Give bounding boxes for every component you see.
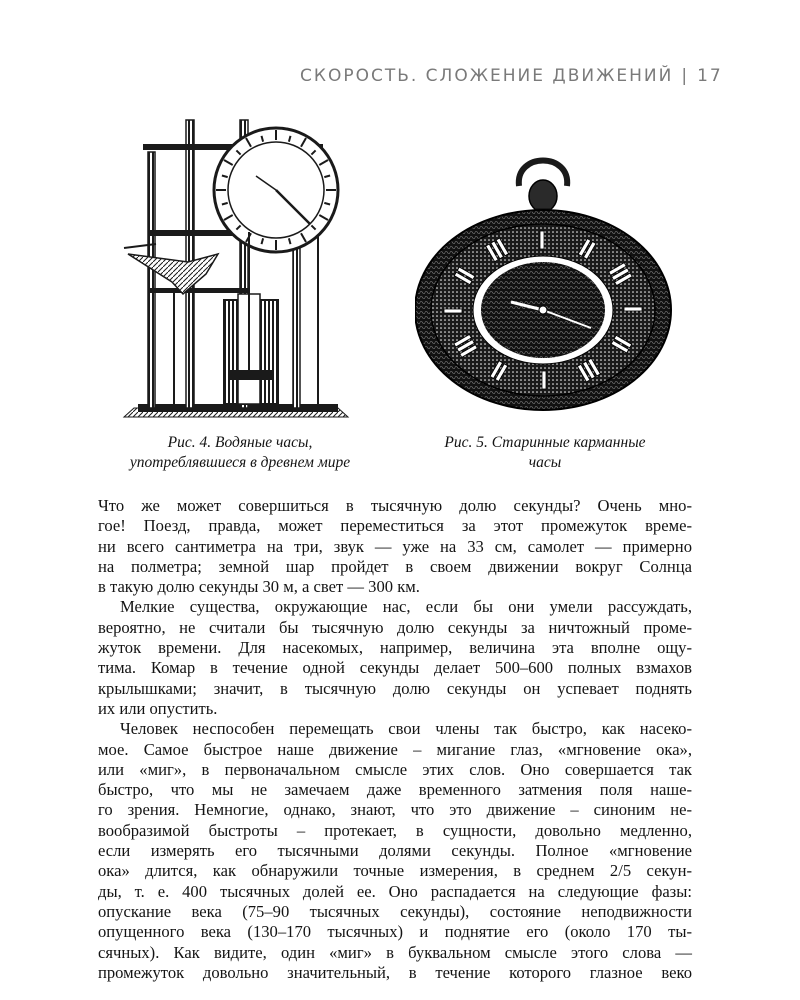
figure-4-caption (92, 433, 388, 473)
figure-5-caption (415, 433, 675, 473)
text-line: мое. Самое быстрое наше движение – мигание глаз, «мгновение ока», (98, 739, 692, 759)
caption-line: Рис. 4. Водяные часы, (167, 434, 313, 451)
text-line: или «миг», в первоначальном смысле этих слов. Оно совершается так (98, 759, 692, 779)
text-line: на полметра; земной шар пройдет в своем движении вокруг Солнца (98, 556, 692, 576)
watch-hour-marker (444, 309, 462, 313)
running-header-title: СКОРОСТЬ. СЛОЖЕНИЕ ДВИЖЕНИЙ (300, 66, 674, 86)
text-line: сячных). Как видите, один «миг» в буквальном смысле этого слова — (98, 942, 692, 962)
text-line: опускание века (75–90 тысячных секунды), состояние неподвижности (98, 901, 692, 921)
text-line: тима. Комар в течение одной секунды делает 500–600 полных взмахов (98, 658, 692, 678)
caption-line: употреблявшиеся в древнем мире (129, 454, 351, 471)
text-line: вероятно, не считали бы тысячную долю секунды за ничтожный проме- (98, 617, 692, 637)
text-line: крылышками; значит, в тысячную долю секунды он успевает поднять (98, 678, 692, 698)
text-line: ни всего сантиметра на три, звук — уже на 33 см, самолет — примерно (98, 536, 692, 556)
text-line: быстро, что мы не замечаем даже временного затмения поля наше- (98, 780, 692, 800)
text-line: ока» длится, как обнаружили точные измерения, в среднем 2/5 секун- (98, 861, 692, 881)
text-line: жуток времени. Для насекомых, например, величина эта вполне ощу- (98, 638, 692, 658)
running-header-separator: | (681, 66, 690, 86)
text-line: если измерять его тысячными долями секунды. Полное «мгновение (98, 841, 692, 861)
text-line: Человек неспособен перемещать свои члены так быстро, как насеко- (120, 719, 692, 739)
text-line: Что же может совершиться в тысячную долю секунды? Очень мно- (98, 496, 692, 515)
text-line: промежуток довольно значительный, в течение которого глазное веко (98, 962, 692, 982)
watch-hour-marker (624, 307, 642, 311)
text-line: опущенного века (130–170 тысячных) и поднятие его (около 170 ты- (98, 922, 692, 942)
text-line: ды, т. е. 400 тысячных долей ее. Оно распадается на следующие фазы: (98, 881, 692, 901)
pocket-watch-illustration (415, 150, 675, 420)
text-line: го зрения. Немногие, однако, знают, что это движение – синоним не- (98, 800, 692, 820)
caption-line: Рис. 5. Старинные карманные (444, 434, 646, 451)
text-line: вообразимой быстроты – протекает, в сущности, довольно медленно, (98, 820, 692, 840)
watch-hour-marker (540, 231, 544, 249)
running-header (300, 66, 723, 86)
text-line: их или опустить. (98, 698, 218, 718)
page-number: 17 (697, 66, 723, 86)
text-line: в такую долю секунды 30 м, а свет — 300 км. (98, 577, 420, 597)
body-text (98, 496, 692, 983)
watch-hour-marker (542, 371, 546, 389)
water-clock-illustration (88, 112, 388, 424)
text-line: Мелкие существа, окружающие нас, если бы они умели рассуждать, (120, 597, 692, 617)
caption-line: часы (528, 454, 562, 471)
text-line: гое! Поезд, правда, может переместиться за этот промежуток време- (98, 516, 692, 536)
